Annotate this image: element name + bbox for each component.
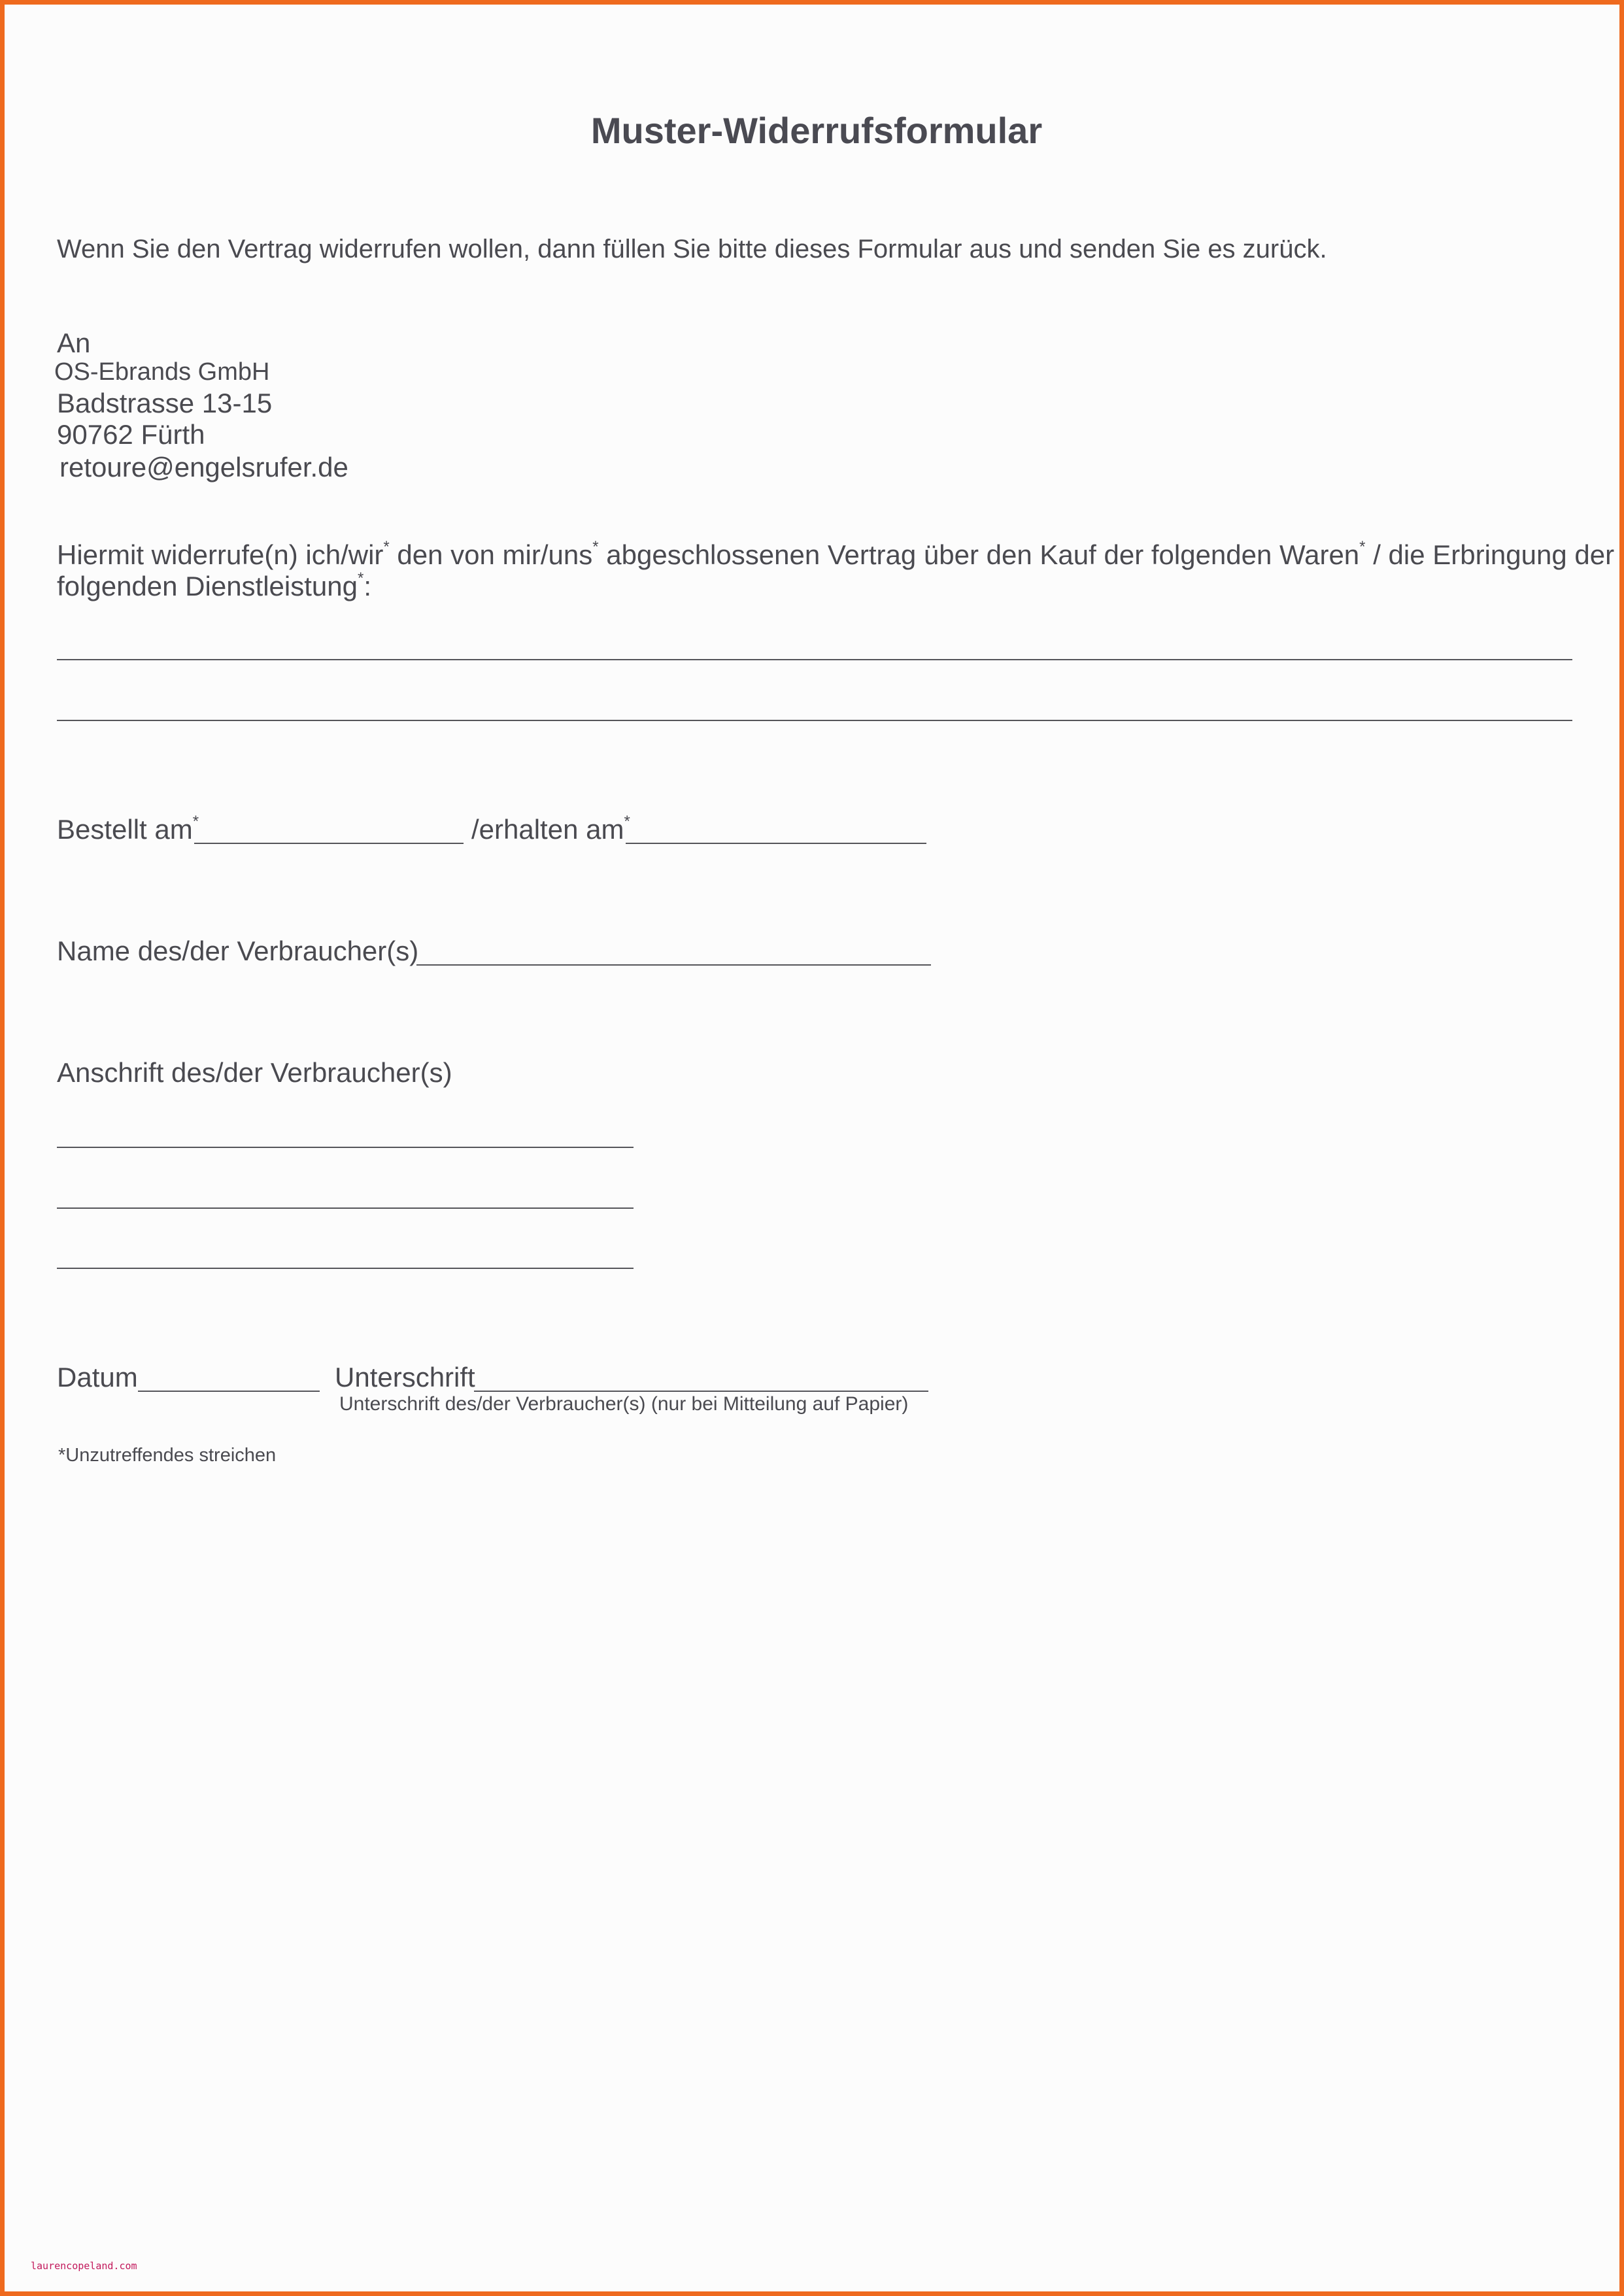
recipient-street: Badstrasse 13-15 — [57, 388, 273, 418]
recipient-label: An — [57, 328, 91, 358]
name-field[interactable] — [416, 964, 931, 966]
declaration-part-1: Hiermit widerrufe(n) ich/wir — [57, 539, 384, 570]
watermark-credit: laurencopeland.com — [31, 2260, 137, 2272]
signature-label: Unterschrift — [335, 1362, 475, 1393]
recipient-email: retoure@engelsrufer.de — [59, 452, 348, 482]
asterisk-mark: * — [358, 569, 364, 587]
declaration-line-1 — [57, 539, 1614, 571]
received-date-field[interactable] — [626, 843, 926, 844]
recipient-city: 90762 Fürth — [57, 419, 205, 450]
ordered-date-field[interactable] — [194, 843, 464, 844]
declaration-part-4: / die Erbringung der — [1373, 539, 1615, 570]
declaration-part-2: den von mir/uns — [397, 539, 593, 570]
footnote: *Unzutreffendes streichen — [58, 1445, 277, 1466]
received-row — [471, 814, 630, 845]
recipient-company: OS-Ebrands GmbH — [54, 358, 270, 386]
address-label: Anschrift des/der Verbraucher(s) — [57, 1057, 452, 1088]
date-label: Datum — [57, 1362, 138, 1393]
name-label: Name des/der Verbraucher(s) — [57, 936, 419, 966]
asterisk-mark: * — [383, 538, 390, 556]
signature-field[interactable] — [474, 1391, 928, 1392]
ordered-label: Bestellt am — [57, 814, 193, 845]
ordered-row — [57, 814, 199, 845]
declaration-part-3: abgeschlossenen Vertrag über den Kauf der folgenden Waren — [606, 539, 1360, 570]
goods-entry-line-1[interactable] — [57, 659, 1572, 660]
date-field[interactable] — [138, 1391, 320, 1392]
page-title: Muster-Widerrufsformular — [590, 110, 1043, 151]
address-field-line-2[interactable] — [57, 1207, 634, 1209]
asterisk-mark: * — [1359, 538, 1366, 556]
goods-entry-line-2[interactable] — [57, 720, 1572, 721]
declaration-line-2 — [57, 571, 371, 602]
intro-text: Wenn Sie den Vertrag widerrufen wollen, dann füllen Sie bitte dieses Formular aus und senden Sie es zurück. — [57, 235, 1327, 263]
received-label: /erhalten am — [471, 814, 624, 845]
asterisk-mark: * — [192, 813, 199, 830]
declaration-part-5: folgenden Dienstleistung — [57, 571, 358, 601]
asterisk-mark: * — [624, 813, 630, 830]
address-field-line-3[interactable] — [57, 1268, 634, 1269]
signature-caption: Unterschrift des/der Verbraucher(s) (nur bei Mitteilung auf Papier) — [339, 1393, 909, 1415]
address-field-line-1[interactable] — [57, 1147, 634, 1148]
asterisk-mark: * — [592, 538, 599, 556]
declaration-part-6: : — [364, 571, 372, 601]
